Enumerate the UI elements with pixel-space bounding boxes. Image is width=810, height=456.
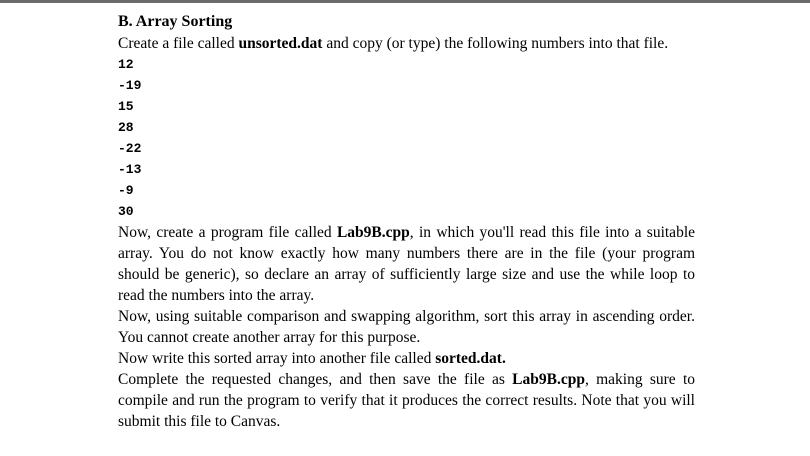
top-border — [0, 0, 810, 3]
unsorted-filename: unsorted.dat — [238, 35, 323, 52]
number-item: 12 — [118, 57, 134, 72]
para4-text-before: Complete the requested changes, and then save the file as — [118, 371, 513, 388]
para1-text-after: , in which you'll read this file into a suitable array. You do not know exactly how many numbers there are in the file (your program should be generic), so declare an array of sufficiently large size and use the while loop to read the numbers into the array. — [118, 224, 695, 304]
create-program-paragraph — [118, 222, 695, 306]
number-item: -22 — [118, 141, 142, 156]
number-item: -13 — [118, 162, 142, 177]
intro-paragraph — [118, 33, 695, 54]
write-sorted-paragraph — [118, 348, 695, 369]
number-item: -9 — [118, 183, 134, 198]
submit-paragraph — [118, 369, 695, 432]
para4-text-after: , making sure to compile and run the program to verify that it produces the correct results. Note that you will submit this file to Canvas. — [118, 371, 695, 430]
sorting-paragraph — [118, 306, 695, 348]
number-item: 30 — [118, 204, 134, 219]
para3-text-before: Now write this sorted array into another file called — [118, 350, 436, 367]
numbers-list — [118, 54, 695, 222]
para1-text-before: Now, create a program file called — [118, 224, 337, 241]
lab-filename-submit: Lab9B.cpp — [512, 371, 585, 388]
number-item: 15 — [118, 99, 134, 114]
intro-text-after: and copy (or type) the following numbers into that file. — [322, 35, 669, 52]
para2-text: Now, using suitable comparison and swapping algorithm, sort this array in ascending order. You cannot create another array for this purpose. — [118, 308, 695, 346]
number-item: 28 — [118, 120, 134, 135]
number-item: -19 — [118, 78, 142, 93]
intro-text-before: Create a file called — [118, 35, 239, 52]
lab-filename: Lab9B.cpp — [336, 224, 410, 241]
section-heading: B. Array Sorting — [118, 13, 233, 30]
document-body — [118, 10, 695, 432]
sorted-filename: sorted.dat. — [435, 350, 506, 367]
